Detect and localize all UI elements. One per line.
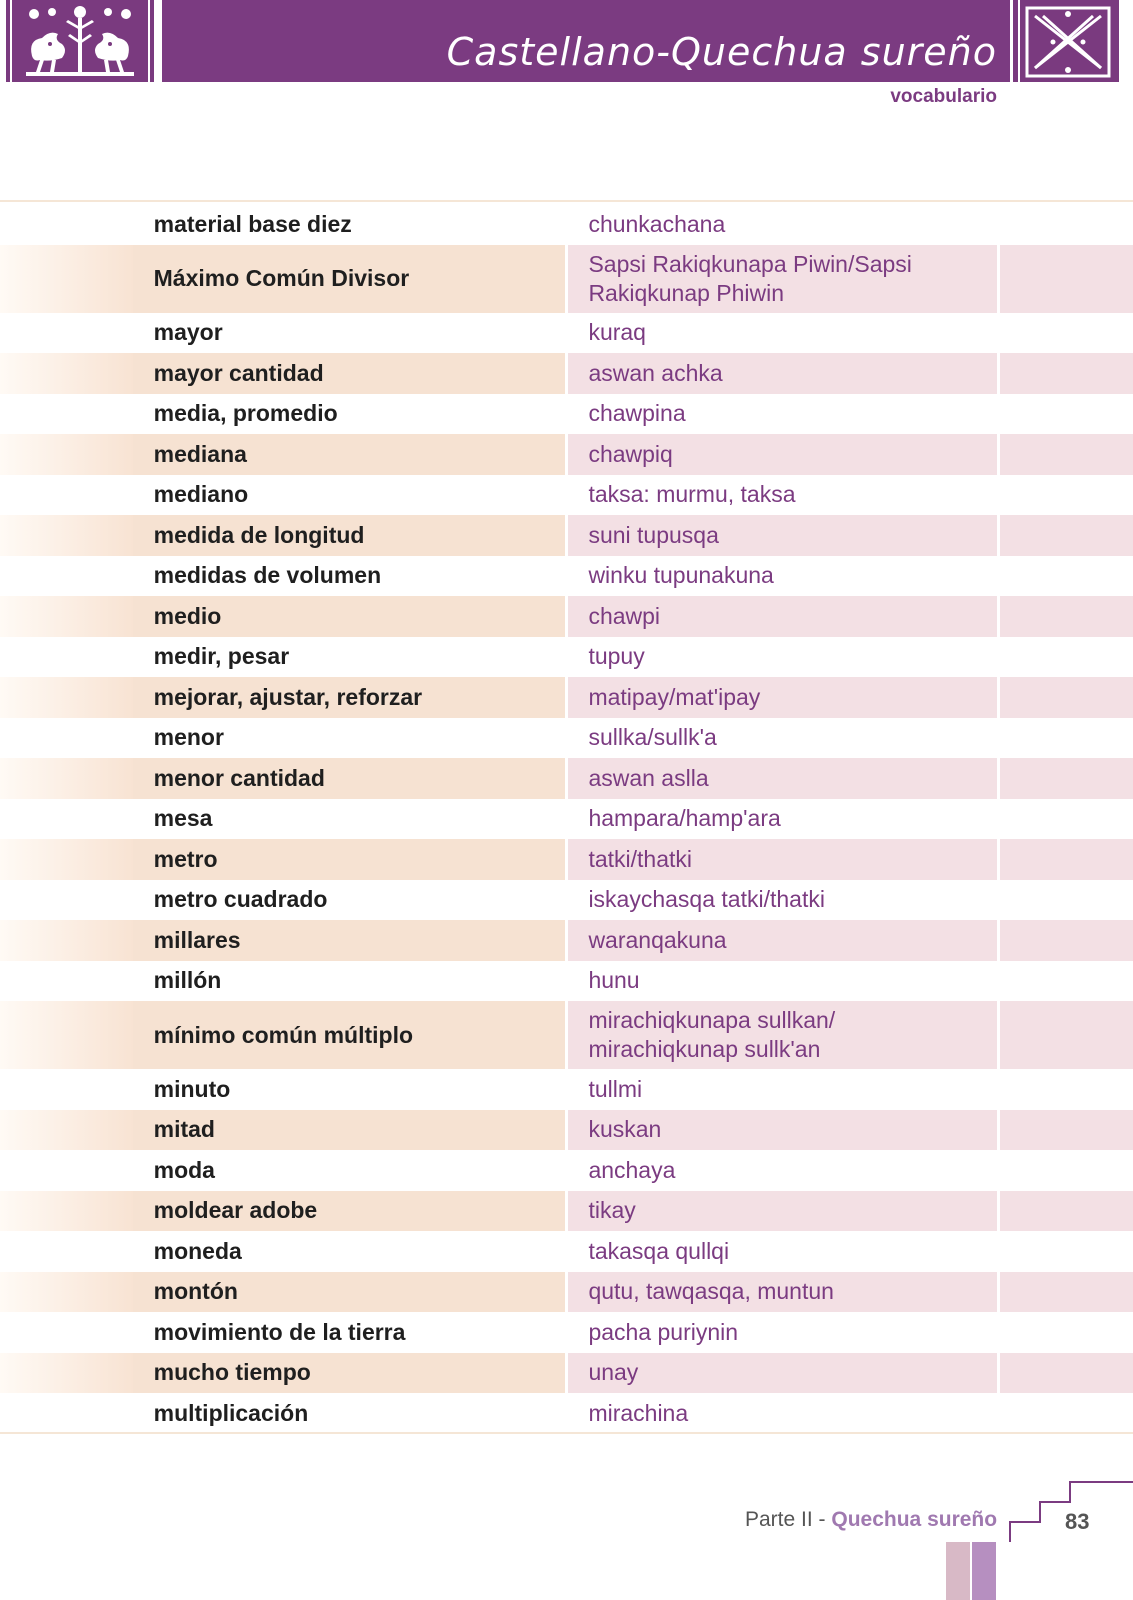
vocab-row — [0, 839, 1133, 880]
vocab-row — [0, 1272, 1133, 1313]
row-tail — [1000, 799, 1133, 840]
quechua-term: kuskan — [568, 1110, 997, 1151]
spanish-term: menor cantidad — [133, 758, 566, 799]
row-margin — [0, 1110, 133, 1151]
birds-tree-ornament-icon — [6, 0, 154, 82]
row-tail — [1000, 1150, 1133, 1191]
quechua-term: qutu, tawqasqa, muntun — [568, 1272, 997, 1313]
vocab-row — [0, 1231, 1133, 1272]
spanish-term: mayor cantidad — [133, 353, 566, 394]
spanish-term: material base diez — [153, 210, 352, 237]
vocab-row — [0, 961, 1133, 1002]
quechua-term: iskaychasqa tatki/thatki — [588, 886, 825, 913]
row-margin — [0, 556, 133, 597]
row-margin — [0, 394, 133, 435]
row-margin — [0, 353, 133, 394]
quechua-term: tatki/thatki — [568, 839, 997, 880]
quechua-term: matipay/mat'ipay — [568, 677, 997, 718]
spanish-term: Máximo Común Divisor — [133, 245, 566, 313]
row-tail — [1000, 718, 1133, 759]
row-margin — [0, 1272, 133, 1313]
page-header — [0, 0, 1133, 84]
row-margin — [0, 758, 133, 799]
row-tail — [1000, 1231, 1133, 1272]
row-margin — [0, 1069, 133, 1110]
row-tail — [1000, 515, 1133, 556]
vocab-row — [0, 677, 1133, 718]
spanish-term: menor — [153, 724, 224, 751]
spanish-term: medida de longitud — [133, 515, 566, 556]
row-margin — [0, 204, 133, 245]
spanish-term: metro — [133, 839, 566, 880]
row-margin — [0, 637, 133, 678]
quechua-term: tullmi — [588, 1075, 643, 1102]
footer-part-name: Quechua sureño — [831, 1508, 998, 1531]
quechua-term: mirachiqkunapa sullkan/ mirachiqkunap sullk'an — [568, 1001, 997, 1069]
row-margin — [0, 1150, 133, 1191]
row-margin — [0, 313, 133, 354]
row-tail — [1000, 920, 1133, 961]
quechua-term: tikay — [568, 1191, 997, 1232]
quechua-term: sullka/sullk'a — [588, 724, 717, 751]
spanish-term: mejorar, ajustar, reforzar — [133, 677, 566, 718]
vocab-row — [0, 245, 1133, 313]
row-tail — [1000, 758, 1133, 799]
row-tail — [1000, 1312, 1133, 1353]
spanish-term: moneda — [153, 1237, 242, 1264]
row-margin — [0, 920, 133, 961]
page-title: Castellano-Quechua sureño — [446, 30, 997, 74]
quechua-term: mirachina — [588, 1399, 689, 1426]
row-tail — [1000, 1069, 1133, 1110]
spanish-term: mesa — [153, 805, 213, 832]
quechua-term: chawpiq — [568, 434, 997, 475]
quechua-term: waranqakuna — [568, 920, 997, 961]
vocab-row — [0, 475, 1133, 516]
row-tail — [1000, 677, 1133, 718]
vocab-row — [0, 204, 1133, 245]
vocab-row — [0, 434, 1133, 475]
row-tail — [1000, 556, 1133, 597]
spanish-term: mediana — [133, 434, 566, 475]
vocab-row — [0, 799, 1133, 840]
spanish-term: mediano — [153, 481, 249, 508]
quechua-term: suni tupusqa — [568, 515, 997, 556]
spanish-term: mayor — [153, 319, 223, 346]
left-ornament-box — [0, 0, 160, 82]
row-tail — [1000, 434, 1133, 475]
row-margin — [0, 961, 133, 1002]
quechua-term: unay — [568, 1353, 997, 1394]
row-margin — [0, 475, 133, 516]
vocab-row — [0, 313, 1133, 354]
page-subtitle: vocabulario — [890, 86, 997, 107]
quechua-term: chawpi — [568, 596, 997, 637]
row-margin — [0, 515, 133, 556]
footer-bar-pink — [946, 1542, 970, 1600]
footer-prefix: Parte II — [745, 1508, 813, 1531]
row-margin — [0, 1231, 133, 1272]
vocab-row — [0, 1393, 1133, 1434]
vocab-row — [0, 880, 1133, 921]
quechua-term: aswan achka — [568, 353, 997, 394]
vocab-row — [0, 1069, 1133, 1110]
quechua-term: tupuy — [588, 643, 645, 670]
table-bottom-rule — [0, 1432, 1133, 1434]
spanish-term: medidas de volumen — [153, 562, 382, 589]
vocab-row — [0, 758, 1133, 799]
row-margin — [0, 1001, 133, 1069]
vocab-row — [0, 1353, 1133, 1394]
row-margin — [0, 718, 133, 759]
vocabulary-table — [0, 204, 1133, 1434]
spanish-term: medio — [133, 596, 566, 637]
row-tail — [1000, 637, 1133, 678]
table-top-rule — [0, 200, 1133, 202]
footer-separator: - — [812, 1508, 832, 1531]
vocab-row — [0, 920, 1133, 961]
vocab-row — [0, 394, 1133, 435]
row-tail — [1000, 1001, 1133, 1069]
row-margin — [0, 880, 133, 921]
row-margin — [0, 677, 133, 718]
row-tail — [1000, 1110, 1133, 1151]
quechua-term: taksa: murmu, taksa — [588, 481, 796, 508]
row-margin — [0, 839, 133, 880]
quechua-term: chunkachana — [588, 210, 726, 237]
row-tail — [1000, 1191, 1133, 1232]
vocab-row — [0, 515, 1133, 556]
quechua-term: pacha puriynin — [588, 1318, 739, 1345]
spanish-term: millares — [133, 920, 566, 961]
vocab-row — [0, 353, 1133, 394]
footer-bar-purple — [972, 1542, 996, 1600]
vocab-row — [0, 1110, 1133, 1151]
row-tail — [1000, 394, 1133, 435]
quechua-term: winku tupunakuna — [588, 562, 774, 589]
spanish-term: mínimo común múltiplo — [133, 1001, 566, 1069]
spanish-term: media, promedio — [153, 400, 338, 427]
quechua-term: aswan aslla — [568, 758, 997, 799]
page-number: 83 — [1065, 1509, 1090, 1534]
row-tail — [1000, 245, 1133, 313]
row-tail — [1000, 1353, 1133, 1394]
vocab-row — [0, 637, 1133, 678]
vocab-row — [0, 596, 1133, 637]
row-tail — [1000, 596, 1133, 637]
vocab-row — [0, 1150, 1133, 1191]
geometric-knot-ornament-icon — [1013, 0, 1119, 82]
vocab-row — [0, 1191, 1133, 1232]
row-margin — [0, 596, 133, 637]
vocab-row — [0, 556, 1133, 597]
row-tail — [1000, 839, 1133, 880]
spanish-term: moldear adobe — [133, 1191, 566, 1232]
row-margin — [0, 1191, 133, 1232]
spanish-term: metro cuadrado — [153, 886, 328, 913]
spanish-term: mitad — [133, 1110, 566, 1151]
vocab-row — [0, 1001, 1133, 1069]
spanish-term: movimiento de la tierra — [153, 1318, 406, 1345]
spanish-term: moda — [153, 1156, 215, 1183]
row-tail — [1000, 353, 1133, 394]
spanish-term: montón — [133, 1272, 566, 1313]
spanish-term: minuto — [153, 1075, 231, 1102]
row-tail — [1000, 880, 1133, 921]
row-tail — [1000, 1272, 1133, 1313]
quechua-term: chawpina — [588, 400, 686, 427]
quechua-term: hunu — [588, 967, 640, 994]
spanish-term: mucho tiempo — [133, 1353, 566, 1394]
row-margin — [0, 434, 133, 475]
row-margin — [0, 1393, 133, 1434]
spanish-term: millón — [153, 967, 222, 994]
vocab-row — [0, 718, 1133, 759]
row-margin — [0, 1353, 133, 1394]
quechua-term: Sapsi Rakiqkunapa Piwin/Sapsi Rakiqkunap Phiwin — [568, 245, 997, 313]
row-tail — [1000, 313, 1133, 354]
row-margin — [0, 799, 133, 840]
row-margin — [0, 1312, 133, 1353]
row-tail — [1000, 475, 1133, 516]
row-tail — [1000, 204, 1133, 245]
row-tail — [1000, 1393, 1133, 1434]
quechua-term: kuraq — [588, 319, 646, 346]
row-margin — [0, 245, 133, 313]
quechua-term: anchaya — [588, 1156, 676, 1183]
row-tail — [1000, 961, 1133, 1002]
quechua-term: takasqa qullqi — [588, 1237, 730, 1264]
quechua-term: hampara/hamp'ara — [588, 805, 781, 832]
spanish-term: multiplicación — [153, 1399, 309, 1426]
spanish-term: medir, pesar — [153, 643, 290, 670]
footer-section-label — [745, 1508, 997, 1532]
vocab-row — [0, 1312, 1133, 1353]
